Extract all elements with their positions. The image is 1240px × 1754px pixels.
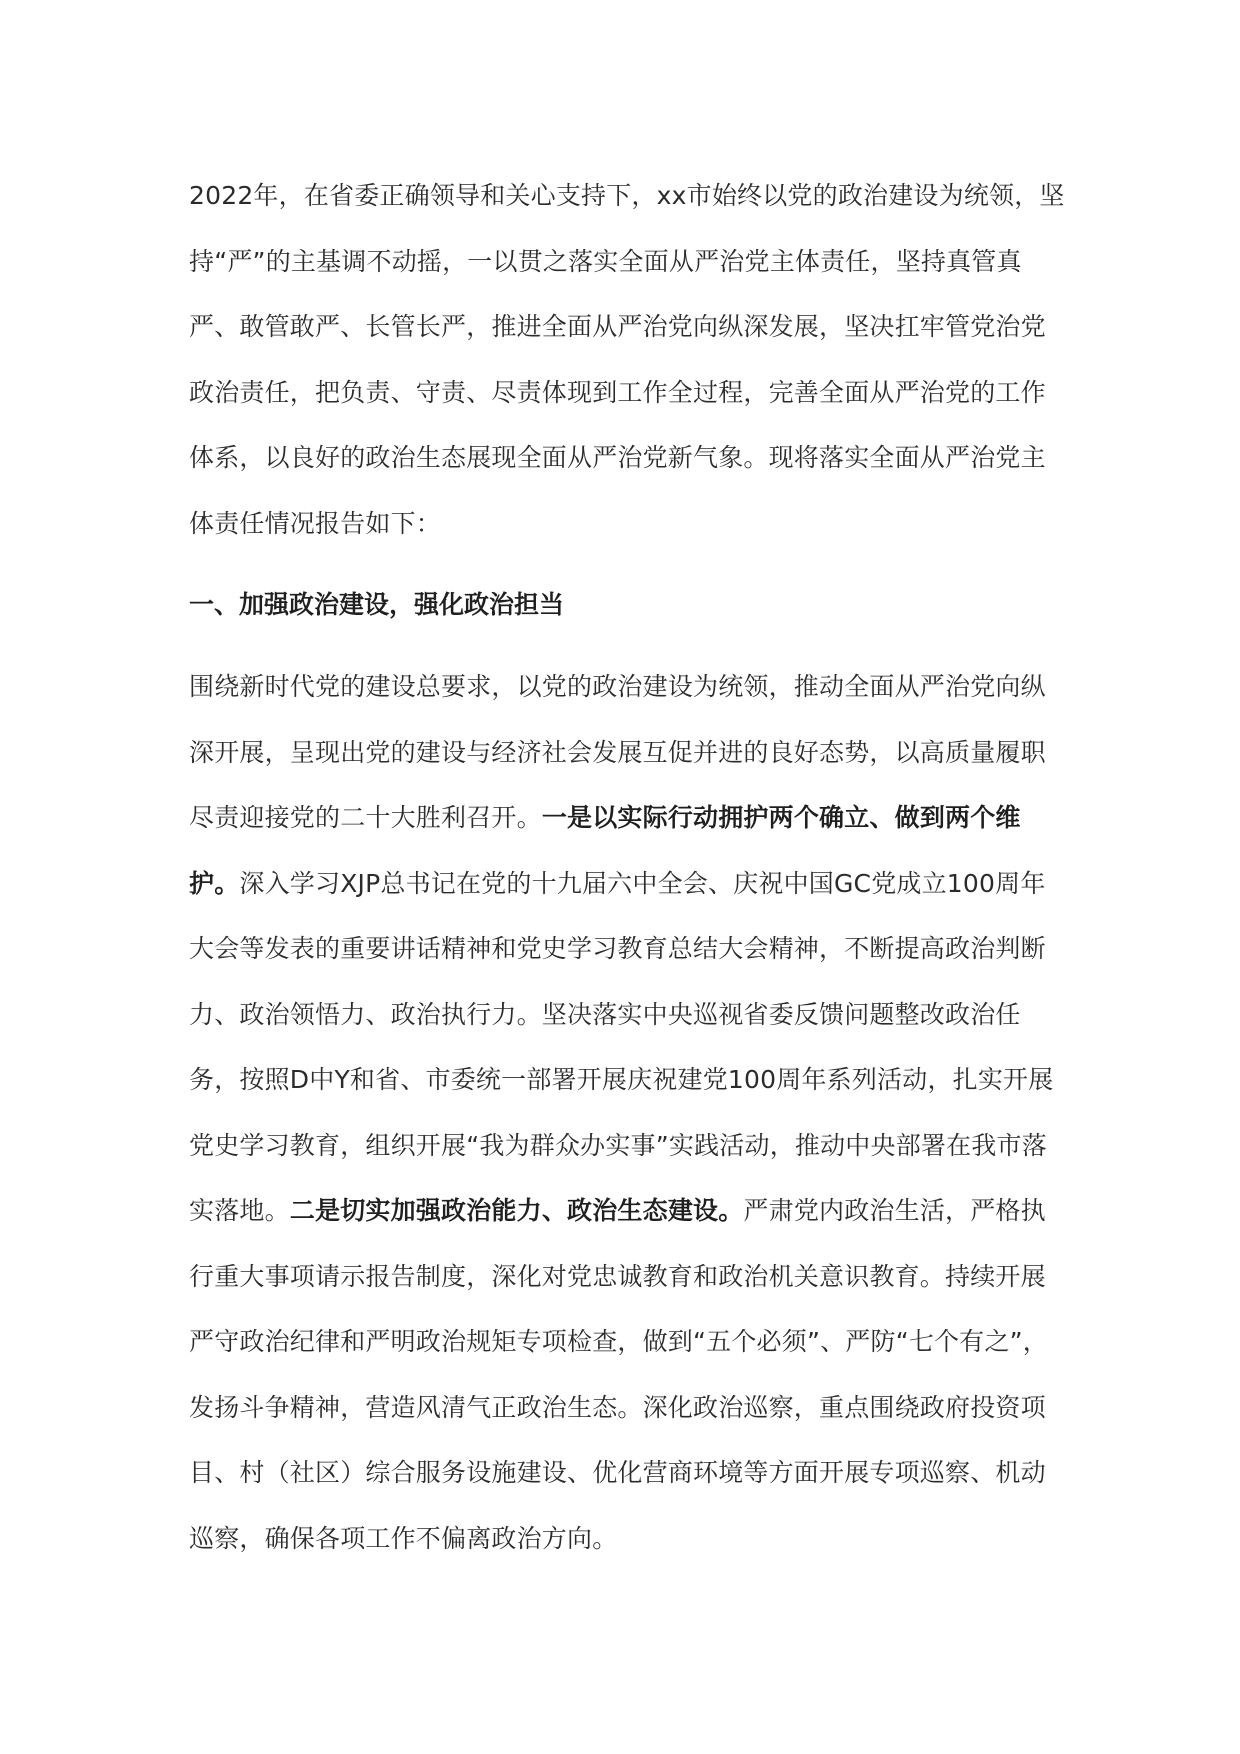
intro-text: 2022年，在省委正确领导和关心支持下，xx市始终以党的政治建设为统领，坚持“严”的主基调不动摇，一以贯之落实全面从严治党主体责任，坚持真管真严、敢管敢严、长管长严，推进全面从严治党向纵深发展，坚决扛牢管党治党政治责任，把负责、守责、尽责体现到工作全过程，完善全面从严治党的工作体系，以良好的政治生态展现全面从严治党新气象。现将落实全面从严治党主体责任情况报告如下： bbox=[189, 181, 1065, 538]
body-text-2: 深入学习XJP总书记在党的十九届六中全会、庆祝中国GC党成立100周年大会等发表的重要讲话精神和党史学习教育总结大会精神，不断提高政治判断力、政治领悟力、政治执行力。坚决落实中央巡视省委反馈问题整改政治任务，按照D中Y和省、市委统一部署开展庆祝建党100周年系列活动，扎实开展党史学习教育，组织开展“我为群众办实事”实践活动，推动中央部署在我市落实落地。 bbox=[189, 868, 1054, 1225]
section-heading: 一、加强政治建设，强化政治担当 bbox=[189, 590, 565, 619]
section-body bbox=[189, 654, 1069, 1571]
key-point-2: 二是切实加强政治能力、政治生态建设。 bbox=[289, 1196, 744, 1225]
key-point-1: 一是以实际行动拥护两个确立、做到两个维护。 bbox=[189, 803, 1021, 898]
section-paragraph bbox=[189, 654, 1069, 1571]
body-text-1: 围绕新时代党的建设总要求，以党的政治建设为统领，推动全面从严治党向纵深开展，呈现出党的建设与经济社会发展互促并进的良好态势，以高质量履职尽责迎接党的二十大胜利召开。 bbox=[189, 672, 1046, 832]
intro-paragraph bbox=[189, 163, 1069, 556]
body-text-3: 严肃党内政治生活，严格执行重大事项请示报告制度，深化对党忠诚教育和政治机关意识教育。持续开展严守政治纪律和严明政治规矩专项检查，做到“五个必须”、严防“七个有之”，发扬斗争精神，营造风清气正政治生态。深化政治巡察，重点围绕政府投资项目、村（社区）综合服务设施建设、优化营商环境等方面开展专项巡察、机动巡察，确保各项工作不偏离政治方向。 bbox=[189, 1196, 1049, 1553]
